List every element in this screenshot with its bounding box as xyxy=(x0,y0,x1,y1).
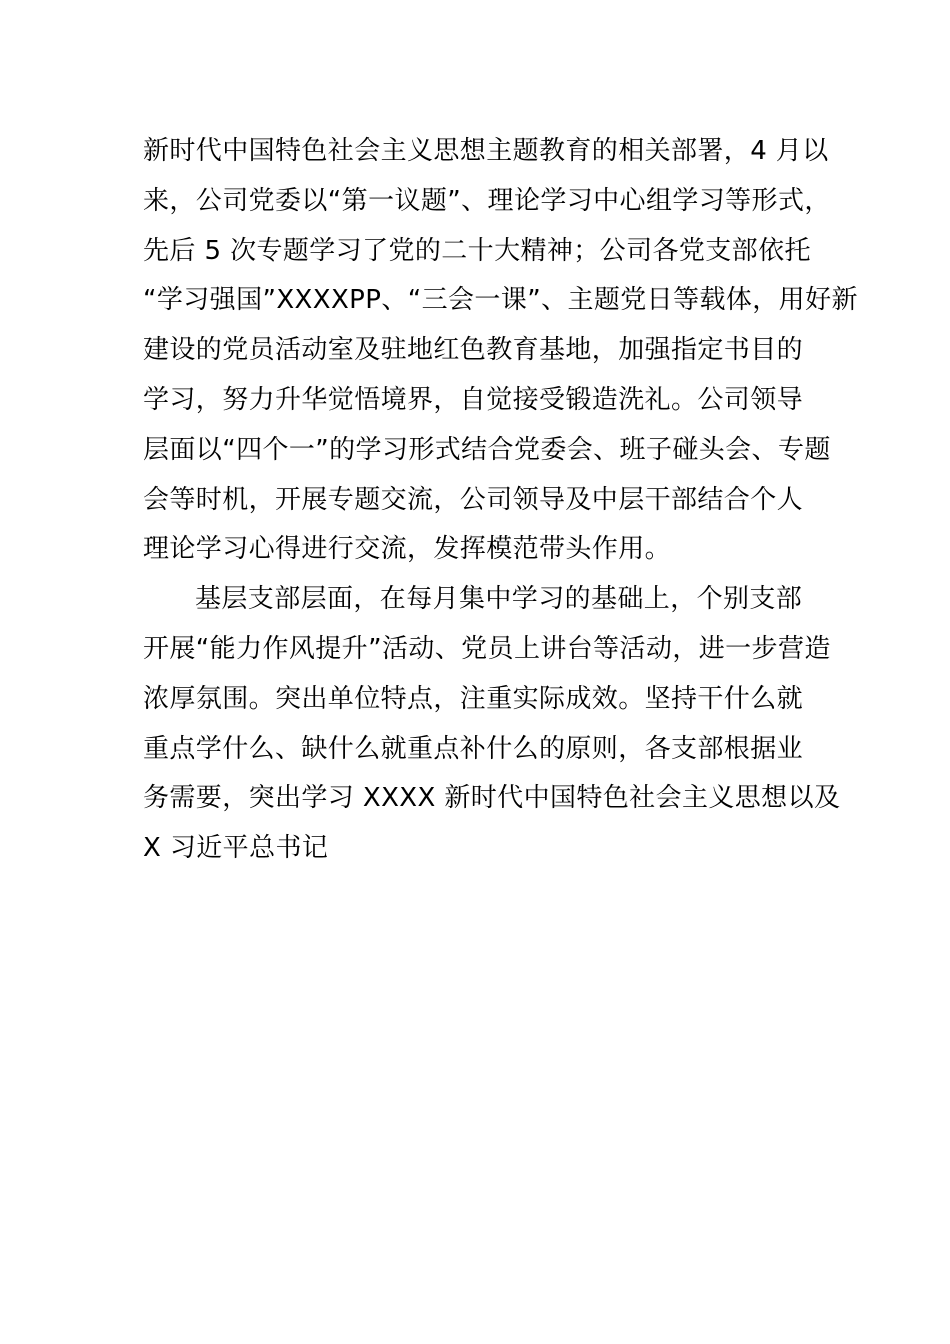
text-line: “学习强国”XXXXPP、“三会一课”、主题党日等载体，用好新 xyxy=(143,285,858,316)
text-line: 浓厚氛围。突出单位特点，注重实际成效。坚持干什么就 xyxy=(143,683,804,714)
paragraph-start-line: 基层支部层面，在每月集中学习的基础上，个别支部 xyxy=(195,584,803,615)
text-line: 来，公司党委以“第一议题”、理论学习中心组学习等形式， xyxy=(143,185,831,216)
text-line: 新时代中国特色社会主义思想主题教育的相关部署，4 月以 xyxy=(143,136,829,166)
text-line: 理论学习心得进行交流，发挥模范带头作用。 xyxy=(143,534,672,565)
text-line: 开展“能力作风提升”活动、党员上讲台等活动，进一步营造 xyxy=(143,633,831,664)
text-line: 层面以“四个一”的学习形式结合党委会、班子碰头会、专题 xyxy=(143,434,831,465)
body-text xyxy=(143,127,858,874)
text-line: 会等时机，开展专题交流，公司领导及中层干部结合个人 xyxy=(143,484,804,515)
text-line: 学习，努力升华觉悟境界，自觉接受锻造洗礼。公司领导 xyxy=(143,384,804,415)
text-line: 建设的党员活动室及驻地红色教育基地，加强指定书目的 xyxy=(143,335,804,366)
text-line: X 习近平总书记 xyxy=(143,833,329,864)
text-line: 务需要，突出学习 XXXX 新时代中国特色社会主义思想以及 xyxy=(143,783,841,814)
text-line: 重点学什么、缺什么就重点补什么的原则，各支部根据业 xyxy=(143,733,804,764)
text-line: 先后 5 次专题学习了党的二十大精神；公司各党支部依托 xyxy=(143,235,811,266)
